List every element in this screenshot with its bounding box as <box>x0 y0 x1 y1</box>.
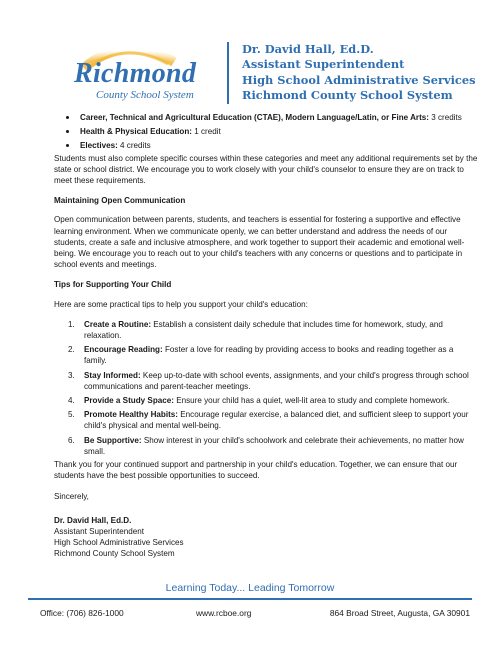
signature-title: Assistant Superintendent <box>54 526 144 536</box>
signature-department: High School Administrative Services <box>54 538 184 548</box>
sincerely-line: Sincerely, <box>54 492 89 502</box>
header-divider <box>227 42 229 104</box>
list-item <box>68 344 478 366</box>
tip-title: Stay Informed: <box>84 370 141 380</box>
tip-number: 2. <box>68 345 75 355</box>
header-department: High School Administrative Services <box>242 72 476 87</box>
footer-website-link[interactable]: www.rcboe.org <box>196 608 252 618</box>
footer-office-phone: Office: (706) 826-1000 <box>40 608 124 618</box>
tip-text: Ensure your child has a quiet, well-lit area to study and complete homework. <box>176 396 450 406</box>
list-item <box>80 126 478 137</box>
header-contact-block <box>242 42 476 104</box>
tip-title: Be Supportive: <box>84 435 142 445</box>
list-item <box>68 435 478 457</box>
logo-subtitle: County School System <box>96 89 194 101</box>
footer-divider <box>28 598 472 600</box>
signature-block <box>54 515 478 560</box>
logo-wordmark: Richmond <box>74 58 197 89</box>
letterhead <box>0 0 500 118</box>
tip-title: Create a Routine: <box>84 319 152 329</box>
header-title: Assistant Superintendent <box>242 57 405 72</box>
list-item <box>80 140 478 151</box>
tip-text: Encourage regular exercise, a balanced diet, and sufficient sleep to support your child's physical and mental well-being. <box>84 410 469 431</box>
tip-text: Show interest in your child's schoolwork and celebrate their achievements, no matter how small. <box>84 435 464 456</box>
section-heading-tips: Tips for Supporting Your Child <box>54 280 172 290</box>
credit-value: 1 credit <box>194 127 221 137</box>
closing-paragraph: Thank you for your continued support and partnership in your child's education. Together, we can ensure that our students have the best possible opportunities to succeed. <box>54 460 458 481</box>
list-item <box>68 395 478 406</box>
signature-organization: Richmond County School System <box>54 549 175 559</box>
tip-text: Establish a consistent daily schedule that includes time for homework, study, and relaxation. <box>84 319 443 341</box>
tip-title: Provide a Study Space: <box>84 396 174 406</box>
footer-address: 864 Broad Street, Augusta, GA 30901 <box>329 608 470 618</box>
credits-list <box>54 112 478 152</box>
tip-text: Keep up-to-date with school events, assignments, and your child's progress through school communications and parent-teacher meetings. <box>84 370 469 391</box>
credit-label: Electives: <box>80 141 118 151</box>
tip-number: 5. <box>68 410 75 420</box>
tips-list <box>54 319 478 457</box>
credit-label: Health & Physical Education: <box>80 127 192 137</box>
communication-paragraph: Open communication between parents, students, and teachers is essential for fostering a supportive and effective learning environment. When we communicate openly, we can better understand and address the needs of our students, create a safe and inclusive atmosphere, and work together to support their academic and emotional well-being. We encourage you to reach out to your child's teachers with any concerns or questions and to participate in school events and meetings. <box>54 215 465 270</box>
credit-value: 4 credits <box>120 141 151 151</box>
letter-body <box>54 112 478 560</box>
list-item <box>68 370 478 392</box>
tip-number: 3. <box>68 370 75 380</box>
header-organization: Richmond County School System <box>242 88 453 103</box>
tips-intro: Here are some practical tips to help you support your child's education: <box>54 299 308 309</box>
list-item <box>80 112 478 123</box>
tip-title: Encourage Reading: <box>84 345 163 355</box>
tip-number: 6. <box>68 435 75 445</box>
credit-value: 3 credits <box>431 113 462 122</box>
header-name: Dr. David Hall, Ed.D. <box>242 42 374 56</box>
tip-text: Foster a love for reading by providing access to books and reading together as a family. <box>84 345 454 366</box>
credits-note: Students must also complete specific courses within these categories and meet any additional requirements set by the state or school district. We encourage you to work closely with your child's counselor to ensure they are on track to meet these requirements. <box>54 153 478 186</box>
tip-number: 4. <box>68 396 75 406</box>
tip-number: 1. <box>68 319 75 329</box>
signature-name: Dr. David Hall, Ed.D. <box>54 515 132 525</box>
list-item <box>68 409 478 431</box>
credit-label: Career, Technical and Agricultural Education (CTAE), Modern Language/Latin, or Fine Arts: <box>80 113 429 122</box>
list-item <box>68 319 478 341</box>
tip-title: Promote Healthy Habits: <box>84 410 178 420</box>
footer-tagline: Learning Today... Leading Tomorrow <box>165 582 335 594</box>
district-logo <box>56 38 216 104</box>
section-heading-communication: Maintaining Open Communication <box>54 196 186 206</box>
